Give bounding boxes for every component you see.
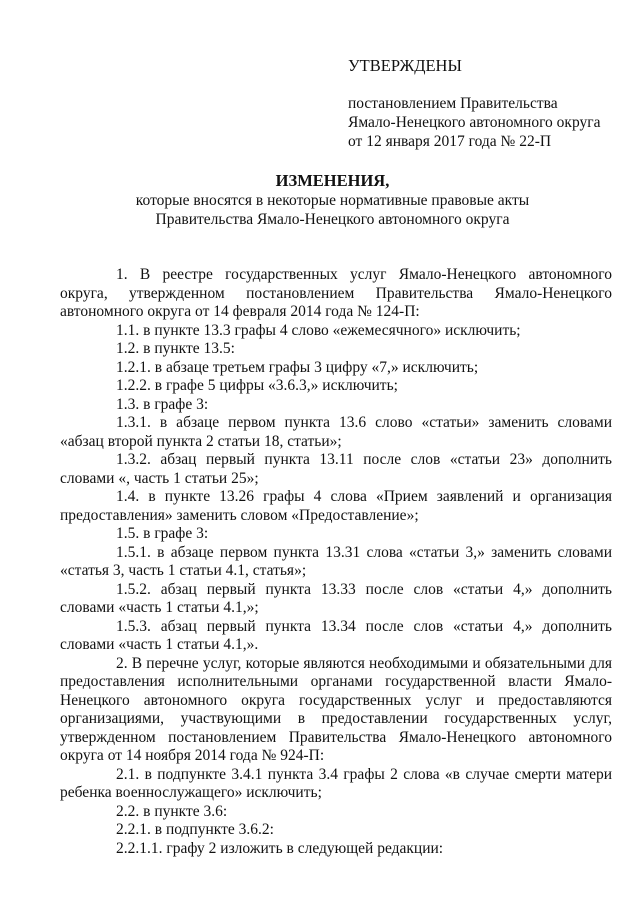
approval-line: Ямало-Ненецкого автономного округа [348,114,601,131]
approval-title: УТВЕРЖДЕНЫ [348,56,462,75]
approval-line: от 12 января 2017 года № 22-П [348,133,552,150]
paragraph: 1.1. в пункте 13.3 графы 4 слово «ежемесячного» исключить; [116,321,521,339]
paragraph: 1.5.1. в абзаце первом пункта 13.31 слова «статьи 3,» заменить словами «статья 3, часть 1 статьи 4.1, статья»; [60,543,612,579]
paragraph: 1. В реестре государственных услуг Ямало-Ненецкого автономного округа, утвержденном постановлением Правительства Ямало-Ненецкого автономного округа от 14 февраля 2014 года № 124-П: [60,266,612,320]
paragraph: 1.3.1. в абзаце первом пункта 13.6 слово «статьи» заменить словами «абзац второй пункта 2 статьи 18, статьи»; [60,414,612,450]
paragraph: 2.1. в подпункте 3.4.1 пункта 3.4 графы 2 слова «в случае смерти матери ребенка военнослужащего» исключить; [60,765,612,801]
paragraph: 1.2.2. в графе 5 цифры «3.6.3,» исключить; [116,377,398,394]
document-heading [60,171,605,229]
paragraph: 1.4. в пункте 13.26 графы 4 слова «Прием заявлений и организация предоставления» заменить словом «Предоставление»; [60,488,612,524]
document-subtitle-line: которые вносятся в некоторые нормативные правовые акты [135,192,530,209]
paragraph: 1.2.1. в абзаце третьем графы 3 цифру «7,» исключить; [116,358,479,376]
paragraph: 1.5. в графе 3: [116,525,209,542]
paragraph: 2.2.1.1. графу 2 изложить в следующей редакции: [116,839,444,857]
paragraph: 1.2. в пункте 13.5: [116,340,235,357]
document-title: ИЗМЕНЕНИЯ, [275,171,390,190]
paragraph: 2. В перечне услуг, которые являются необходимыми и обязательными для предоставления исполнительными органами государственной власти Ямало-Ненецкого автономного округа государственных услуг и предоставляются организациями, участвующими в предоставлении государственных услуг, утвержденном постановлением Правительства Ямало-Ненецкого автономного округа от 14 ноября 2014 года № 924-П: [60,654,612,764]
paragraph: 1.3. в графе 3: [116,395,209,413]
document-body [60,266,612,858]
paragraph: 1.5.3. абзац первый пункта 13.34 после слов «статьи 4,» дополнить словами «часть 1 статьи 4.1,». [60,617,612,653]
document-subtitle-line: Правительства Ямало-Ненецкого автономного округа [155,211,510,228]
approval-block [348,56,618,151]
paragraph: 1.3.2. абзац первый пункта 13.11 после слов «статьи 23» дополнить словами «, часть 1 статьи 25»; [60,451,612,487]
paragraph: 2.2.1. в подпункте 3.6.2: [116,821,274,838]
paragraph: 2.2. в пункте 3.6: [116,802,228,820]
approval-line: постановлением Правительства [348,95,558,112]
paragraph: 1.5.2. абзац первый пункта 13.33 после слов «статьи 4,» дополнить словами «часть 1 статьи 4.1,»; [60,580,612,616]
